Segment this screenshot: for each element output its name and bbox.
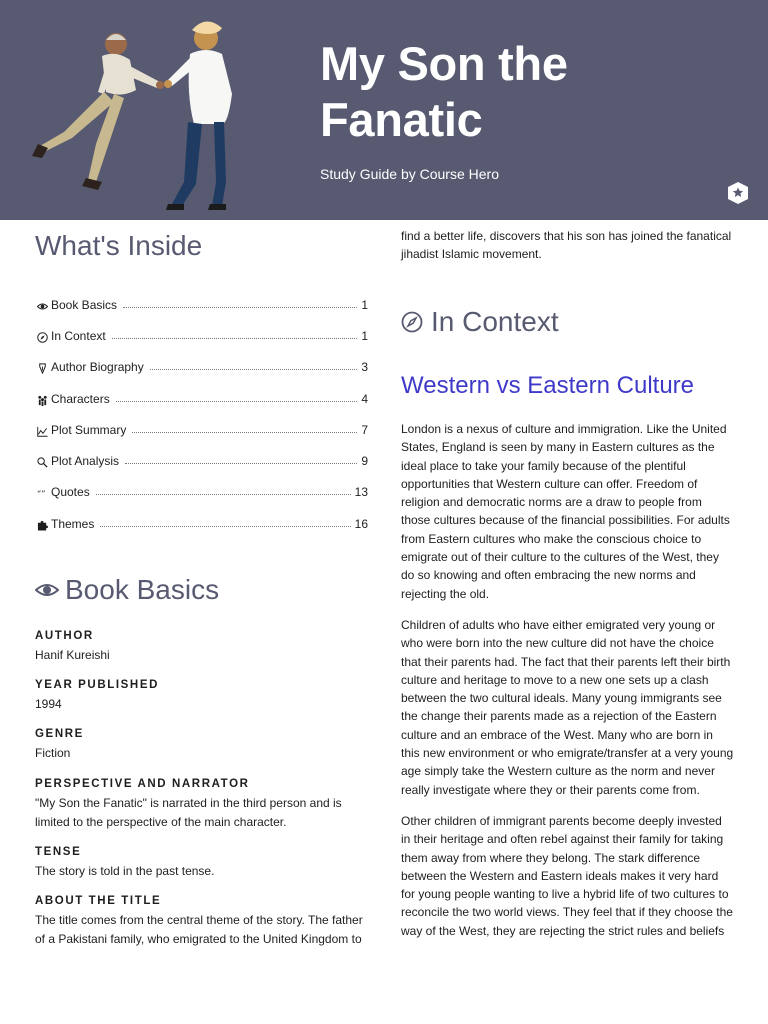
toc-item-label: Characters xyxy=(51,392,110,406)
perspective-value: "My Son the Fanatic" is narrated in the third person and is limited to the perspective of the main character. xyxy=(35,796,342,829)
puzzle-icon xyxy=(35,520,49,531)
eye-icon xyxy=(35,301,49,312)
toc-leader-dots xyxy=(132,432,357,433)
toc-item-quotes[interactable] xyxy=(35,481,368,499)
tense-field xyxy=(35,846,368,881)
toc-item-page: 9 xyxy=(361,454,368,468)
toc-leader-dots xyxy=(123,307,357,308)
pen-nib-icon xyxy=(35,363,49,374)
genre-field xyxy=(35,728,368,763)
header-banner xyxy=(0,0,768,220)
author-label: AUTHOR xyxy=(35,630,94,642)
about-title-continued: find a better life, discovers that his son has joined the fanatical jihadist Islamic movement. xyxy=(401,229,732,262)
author-value: Hanif Kureishi xyxy=(35,648,110,662)
eye-icon xyxy=(35,582,59,598)
book-title xyxy=(320,36,720,148)
in-context-heading-text: In Context xyxy=(431,306,559,337)
genre-value: Fiction xyxy=(35,746,71,760)
toc-item-themes[interactable] xyxy=(35,513,368,531)
toc-leader-dots xyxy=(150,369,358,370)
toc-item-in-context[interactable] xyxy=(35,325,368,343)
year-published-label: YEAR PUBLISHED xyxy=(35,679,159,691)
toc-item-page: 1 xyxy=(361,329,368,343)
about-title-field xyxy=(35,895,368,948)
toc-item-page: 1 xyxy=(361,298,368,312)
toc-item-page: 4 xyxy=(361,392,368,406)
toc-leader-dots xyxy=(100,526,350,527)
toc-item-plot-analysis[interactable] xyxy=(35,450,368,468)
context-paragraph-2: Children of adults who have either emigrated very young or who were born into the new culture did not have the choice that their parents had. The fact that their parents left their birth culture and heritage to move to a new one sets up a clash between the two cultural ideals. Many young immigrants see the change their parents made as a rejection of the Eastern culture and an embrace of the West. Many who are born in this new environment or who emigrate/transfer at a very young age simply take the Western culture as the norm and never really investigate where they or their parents come from. xyxy=(401,618,734,797)
course-hero-logo-icon xyxy=(728,182,748,204)
in-context-heading xyxy=(401,306,559,338)
toc-item-page: 13 xyxy=(354,485,368,499)
author-field xyxy=(35,630,368,665)
tense-label: TENSE xyxy=(35,846,82,858)
book-basics-heading-text: Book Basics xyxy=(65,574,220,605)
toc-item-label: Quotes xyxy=(51,485,90,499)
book-basics-heading xyxy=(35,574,219,606)
toc-leader-dots xyxy=(112,338,358,339)
year-published-value: 1994 xyxy=(35,697,62,711)
toc-item-plot-summary[interactable] xyxy=(35,419,368,437)
toc-item-page: 3 xyxy=(361,360,368,374)
year-published-field xyxy=(35,679,368,714)
toc-item-label: Book Basics xyxy=(51,298,118,312)
quote-icon xyxy=(35,488,49,499)
toc-item-page: 7 xyxy=(361,423,368,437)
context-paragraph-3: Other children of immigrant parents become deeply invested in their heritage and often rebel against their family for taking them away from where they belong. The stark difference between the Western and Eastern ideals makes it very hard for young people wanting to live a hybrid life of two cultures to reconcile the two world views. They feel that if they choose the way of the West, they are rejecting the strict rules and beliefs xyxy=(401,814,733,938)
toc-item-author-biography[interactable] xyxy=(35,356,368,374)
magnifier-icon xyxy=(35,457,49,468)
perspective-label: PERSPECTIVE AND NARRATOR xyxy=(35,778,250,790)
toc-item-book-basics[interactable] xyxy=(35,294,368,312)
toc-item-label: Author Biography xyxy=(51,360,144,374)
toc-item-characters[interactable] xyxy=(35,388,368,406)
compass-icon xyxy=(35,332,49,343)
father-son-illustration xyxy=(18,14,248,214)
compass-icon xyxy=(401,311,423,333)
book-title-line2: Fanatic xyxy=(320,93,483,146)
toc-item-label: Plot Analysis xyxy=(51,454,120,468)
toc-item-page: 16 xyxy=(354,517,368,531)
toc-item-label: Plot Summary xyxy=(51,423,127,437)
context-paragraph-1: London is a nexus of culture and immigration. Like the United States, England is seen by many in Eastern cultures as the ideal place to take your family because of the plentiful opportunities that Western culture can offer. Freedom of religion and democratic norms are a draw to people from those cultures because of the financial possibilities. For adults from Eastern cultures who make the conscious choice to emigrate out of their culture to the cultures of the West, they do so knowing and often embracing the new norms and rejecting the old. xyxy=(401,422,730,601)
toc-leader-dots xyxy=(96,494,351,495)
toc-item-label: Themes xyxy=(51,517,95,531)
about-title-label: ABOUT THE TITLE xyxy=(35,895,162,907)
western-vs-eastern-heading: Western vs Eastern Culture xyxy=(401,372,695,399)
toc-leader-dots xyxy=(116,401,358,402)
genre-label: GENRE xyxy=(35,728,84,740)
whats-inside-heading: What's Inside xyxy=(35,230,203,261)
perspective-field xyxy=(35,778,368,831)
study-guide-subtitle: Study Guide by Course Hero xyxy=(320,166,499,182)
book-title-line1: My Son the xyxy=(320,37,568,90)
chart-icon xyxy=(35,426,49,437)
toc-item-label: In Context xyxy=(51,329,106,343)
svg-text:“”: “” xyxy=(36,488,46,499)
people-icon xyxy=(35,395,49,406)
about-title-value: The title comes from the central theme of the story. The father of a Pakistani family, who emigrated to the United Kingdom to xyxy=(35,913,363,946)
tense-value: The story is told in the past tense. xyxy=(35,864,215,878)
toc-leader-dots xyxy=(125,463,357,464)
